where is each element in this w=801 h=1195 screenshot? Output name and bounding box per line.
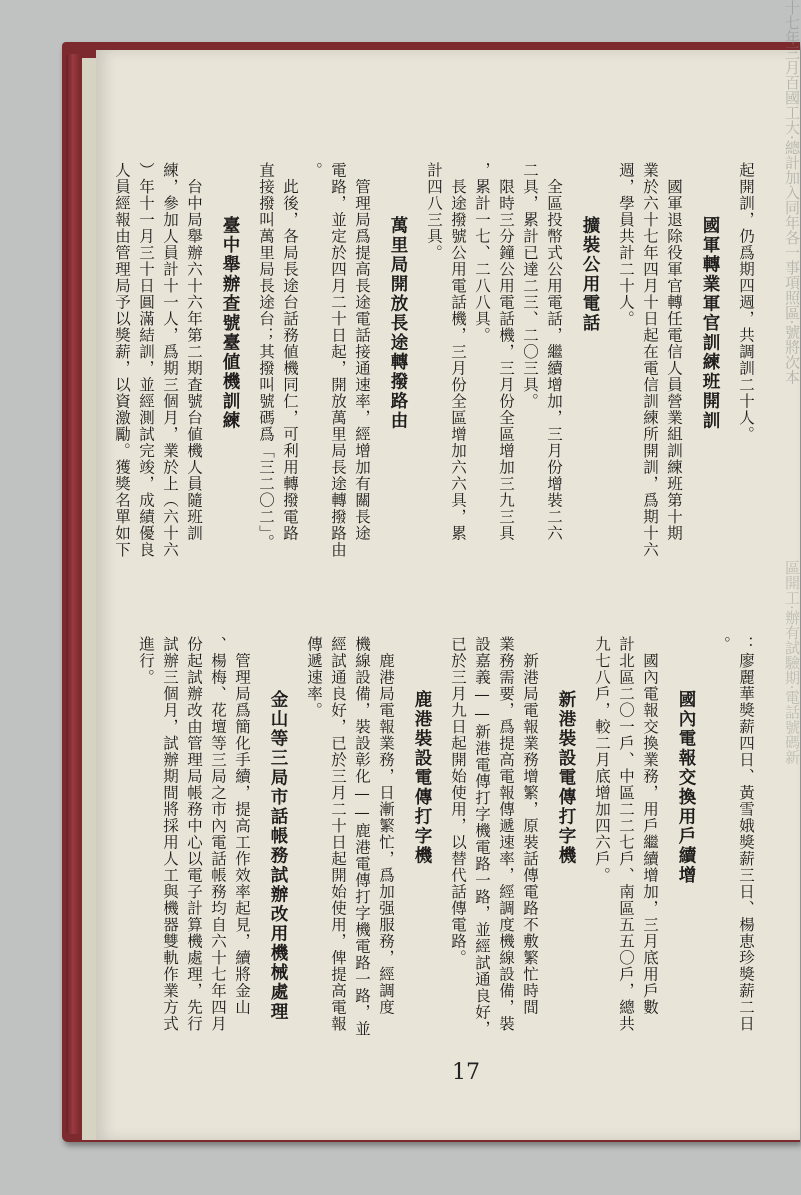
- text-column: 全區投幣式公用電話，繼續增加，三月份增裝二六: [545, 162, 563, 542]
- text-column: 管理局爲提高長途電話接通速率，經增加有關長途: [353, 162, 371, 542]
- section-heading: 擴裝公用電話: [580, 216, 600, 333]
- text-column: 練，參加人員計十一人，爲期三個月，業於上（六十六: [161, 162, 179, 558]
- text-column: 傳遞速率。: [305, 636, 323, 719]
- bottom-text-band: [137, 636, 758, 1104]
- text-column: 設嘉義——新港電傳打字機電路一路，並經試通良好，: [473, 636, 491, 1037]
- section-heading: 國內電報交換用戶續增: [676, 690, 696, 885]
- text-column: 週，學員共計二十人。: [617, 162, 635, 327]
- section-heading: 國軍轉業軍官訓練班開訓: [700, 216, 720, 431]
- text-column: 鹿港局電報業務，日漸繁忙，爲加强服務，經調度: [377, 636, 395, 1016]
- text-column: 國內電報交換業務，用戶繼續增加，三月底用戶數: [641, 636, 659, 1016]
- text-column: 機線設備，裝設彰化——鹿港電傳打字機電路一路，並: [353, 636, 371, 1037]
- text-column: 。: [713, 636, 731, 653]
- text-column: 起開訓，仍爲期四週，共調訓二十人。: [737, 162, 755, 443]
- section-heading: 新港裝設電傳打字機: [556, 690, 576, 866]
- text-column: 台中局舉辦六十六年第二期査號台値機人員隨班訓: [185, 162, 203, 542]
- text-column: 計四八三具。: [425, 162, 443, 261]
- text-column: 業於六十七年四月十日起在電信訓練所開訓，爲期十六: [641, 162, 659, 558]
- text-column: 管理局爲簡化手續，提高工作效率起見，續將金山: [233, 636, 251, 1016]
- text-column: 業務需要，爲提高電報傳遞速率，經調度機線設備，裝: [497, 636, 515, 1032]
- text-column: ）年十一月三十日圓滿結訓，並經測試完竣，成績優良: [137, 162, 155, 558]
- text-column: 直接撥叫萬里局長途台；其撥叫號碼爲「三二〇二」。: [257, 162, 275, 551]
- next-page-bleed-top: 十七年三月百國工大·總計加入同年各一事項照區·號將次本: [783, 0, 801, 385]
- section-heading: 鹿港裝設電傳打字機: [412, 690, 432, 866]
- text-column: 此後，各局長途台話務値機同仁，可利用轉撥電路: [281, 162, 299, 542]
- text-column: 電路，並定於四月二十日起，開放萬里局長途轉撥路由: [329, 162, 347, 558]
- text-column: 已於三月九日起開始使用，以替代話傳電路。: [449, 636, 467, 966]
- text-column: ，累計一七、二八八具。: [473, 162, 491, 344]
- text-column: 九七八戶，較二月底增加四六戶。: [593, 636, 611, 884]
- text-column: ：廖麗華獎薪四日、黃雪娥獎薪三日、楊恵珍獎薪二日: [737, 636, 755, 1032]
- text-column: 新港局電報業務增繁，原裝話傳電路不敷繁忙時間: [521, 636, 539, 1016]
- section-heading: 金山等三局市話帳務試辦改用機械處理: [268, 690, 288, 1022]
- page-number: 17: [452, 1060, 480, 1085]
- text-column: 限時三分鐘公用電話機，三月份全區增加三九三具: [497, 162, 515, 542]
- text-column: 試辦三個月，試辦期間將採用人工與機器雙軌作業方式: [161, 636, 179, 1032]
- section-heading: 萬里局開放長途轉撥路由: [388, 216, 408, 431]
- text-column: 份起試辦改由管理局帳務中心以電子計算機處理，先行: [185, 636, 203, 1032]
- text-column: 計北區二〇一戶、中區二二七戶、南區五五〇戶，總共: [617, 636, 635, 1032]
- next-page-bleed-bottom: 區開工·辦有試驗期·電話號碼新: [783, 560, 801, 765]
- text-column: 、楊梅、花壇等三局之市內電話帳務均自六十七年四月: [209, 636, 227, 1032]
- text-column: 經試通良好，已於三月二十日起開始使用，俾提高電報: [329, 636, 347, 1032]
- text-column: 人員經報由管理局予以獎薪，以資激勵。獲獎名單如下: [113, 162, 131, 558]
- text-column: 長途撥號公用電話機，三月份全區增加六六具，累: [449, 162, 467, 542]
- book-spine-edge: [66, 54, 80, 1134]
- text-column: 。: [305, 162, 323, 179]
- section-heading: 臺中舉辦查號臺値機訓練: [220, 216, 240, 431]
- top-text-band: [113, 162, 758, 618]
- text-column: 國軍退除役軍官轉任電信人員營業組訓練班第十期: [665, 162, 683, 542]
- text-column: 進行。: [137, 636, 155, 686]
- text-column: 二具，累計已達二三、二〇三具。: [521, 162, 539, 410]
